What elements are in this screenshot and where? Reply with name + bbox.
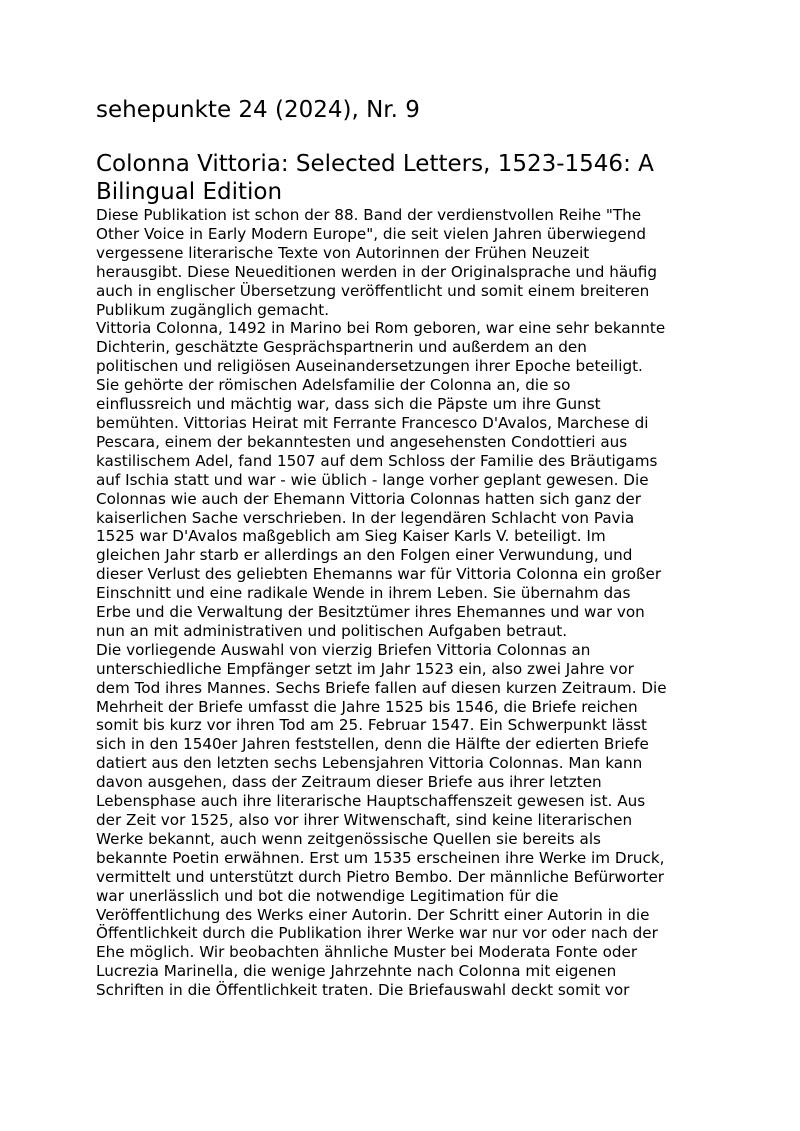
paragraph-letters: Die vorliegende Auswahl von vierzig Briefen Vittoria Colonnas an unterschiedliche Empfänger setzt im Jahr 1523 ein, also zwei Jahre vor dem Tod ihres Mannes. Sechs Briefe fallen auf diesen kurzen Zeitraum. Die Mehrheit der Briefe umfasst die Jahre 1525 bis 1546, die Briefe reichen somit bis kurz vor ihren Tod am 25. Februar 1547. Ein Schwerpunkt lässt sich in den 1540er Jahren feststellen, denn die Hälfte der edierten Briefe datiert aus den letzten sechs Lebensjahren Vittoria Colonnas. Man kann davon ausgehen, dass der Zeitraum dieser Briefe aus ihrer letzten Lebensphase auch ihre literarische Hauptschaffenszeit gewesen ist. Aus der Zeit vor 1525, also vor ihrer Witwenschaft, sind keine literarischen Werke bekannt, auch wenn zeitgenössische Quellen sie bereits als bekannte Poetin erwähnen. Erst um 1535 erscheinen ihre Werke im Druck, vermittelt und unterstützt durch Pietro Bembo. Der männliche Befürworter war unerlässlich und bot die notwendige Legitimation für die Veröffentlichung des Werks einer Autorin. Der Schritt einer Autorin in die Öffentlichkeit durch die Publikation ihrer Werke war nur vor oder nach der Ehe möglich. Wir beobachten ähnliche Muster bei Moderata Fonte oder Lucrezia Marinella, die wenige Jahrzehnte nach Colonna mit eigenen Schriften in die Öffentlichkeit traten. Die Briefauswahl deckt somit vor [96, 640, 667, 1000]
paragraph-biography: Vittoria Colonna, 1492 in Marino bei Rom geboren, war eine sehr bekannte Dichterin, geschätzte Gesprächspartnerin und außerdem an den politischen und religiösen Auseinandersetzungen ihrer Epoche beteiligt. Sie gehörte der römischen Adelsfamilie der Colonna an, die so einflussreich und mächtig war, dass sich die Päpste um ihre Gunst bemühten. Vittorias Heirat mit Ferrante Francesco D'Avalos, Marchese di Pescara, einem der bekanntesten und angesehensten Condottieri aus kastilischem Adel, fand 1507 auf dem Schloss der Familie des Bräutigams auf Ischia statt und war - wie üblich - lange vorher geplant gewesen. Die Colonnas wie auch der Ehemann Vittoria Colonnas hatten sich ganz der kaiserlichen Sache verschrieben. In der legendären Schlacht von Pavia 1525 war D'Avalos maßgeblich am Sieg Kaiser Karls V. beteiligt. Im gleichen Jahr starb er allerdings an den Folgen einer Verwundung, und dieser Verlust des geliebten Ehemanns war für Vittoria Colonna ein großer Einschnitt und eine radikale Wende in ihrem Leben. Sie übernahm das Erbe und die Verwaltung der Besitztümer ihres Ehemannes und war von nun an mit administrativen und politischen Aufgaben betraut. [96, 319, 666, 640]
article-title: Colonna Vittoria: Selected Letters, 1523-1546: A Bilingual Edition [96, 151, 654, 205]
journal-title: sehepunkte 24 (2024), Nr. 9 [96, 97, 420, 123]
article-body [96, 206, 708, 1000]
paragraph-intro: Diese Publikation ist schon der 88. Band der verdienstvollen Reihe "The Other Voice in Early Modern Europe", die seit vielen Jahren überwiegend vergessene literarische Texte von Autorinnen der Frühen Neuzeit herausgibt. Diese Neueditionen werden in der Originalsprache und häufig auch in englischer Übersetzung veröffentlicht und somit einem breiteren Publikum zugänglich gemacht. [96, 206, 658, 319]
document-page [96, 96, 708, 1000]
